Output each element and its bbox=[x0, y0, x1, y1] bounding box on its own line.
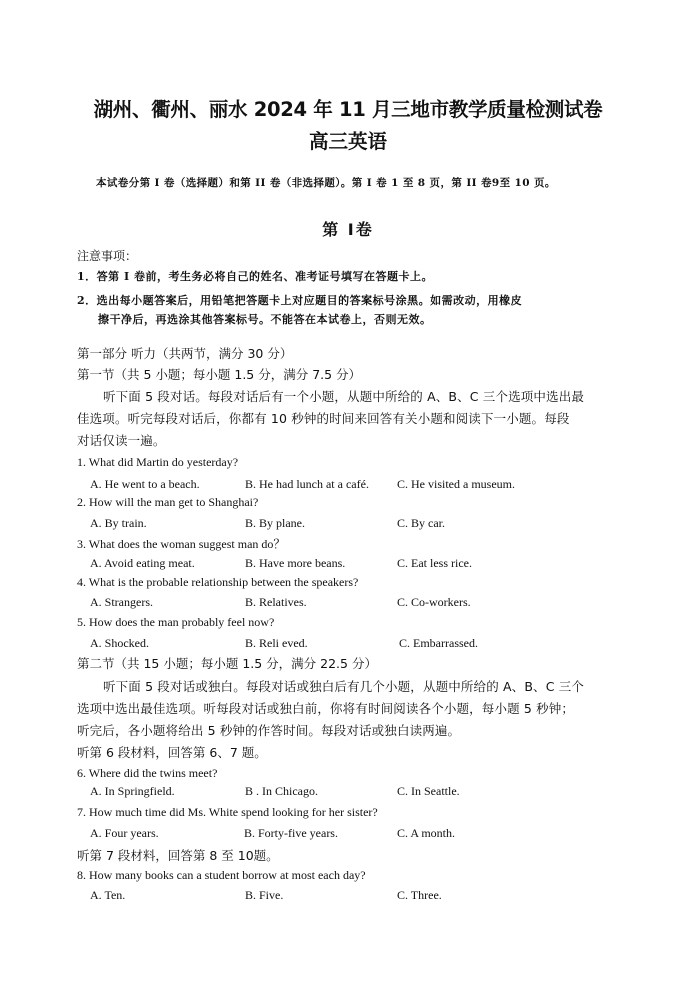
question-6-option-a: A. In Springfield. bbox=[90, 784, 175, 798]
notice-heading: 注意事项： bbox=[77, 249, 138, 263]
question-8-option-c: C. Three. bbox=[397, 888, 442, 902]
question-2-option-a: A. By train. bbox=[90, 516, 147, 530]
question-1-option-a: A. He went to a beach. bbox=[90, 477, 200, 491]
question-7-option-c: C. A month. bbox=[397, 826, 456, 840]
section1-instructions-line-2: 佳选项。听完每段对话后，你都有 10 秒钟的时间来回答有关小题和阅读下一小题。每段 bbox=[77, 411, 570, 426]
question-5-option-a: A. Shocked. bbox=[90, 636, 149, 650]
exam-title: 湖州、衢州、丽水 2024 年 11 月三地市教学质量检测试卷 bbox=[93, 98, 603, 121]
material-6-instruction: 听第 6 段材料，回答第 6、7 题。 bbox=[77, 745, 267, 760]
section2-instructions-line-1: 听下面 5 段对话或独白。每段对话或独白后有几个小题，从题中所给的 A、B、C 三个 bbox=[103, 679, 585, 694]
question-8: 8. How many books can a student borrow at most each day? bbox=[77, 868, 366, 882]
notice-item-2-line-1: 2．选出每小题答案后，用铅笔把答题卡上对应题目的答案标号涂黑。如需改动，用橡皮 bbox=[77, 294, 523, 307]
question-4-option-c: C. Co-workers. bbox=[397, 595, 471, 609]
question-6: 6. Where did the twins meet? bbox=[77, 766, 218, 780]
question-2: 2. How will the man get to Shanghai? bbox=[77, 495, 259, 509]
question-3-option-b: B. Have more beans. bbox=[245, 556, 346, 570]
question-1-option-b: B. He had lunch at a café. bbox=[245, 477, 369, 491]
notice-item-2-line-2: 擦干净后，再选涂其他答案标号。不能答在本试卷上，否则无效。 bbox=[98, 313, 432, 326]
question-2-option-b: B. By plane. bbox=[245, 516, 305, 530]
notice-item-1: 1．答第 I 卷前，考生务必将自己的姓名、准考证号填写在答题卡上。 bbox=[77, 270, 433, 283]
section2-instructions-line-2: 选项中选出最佳选项。听每段对话或独白前，你将有时间阅读各个小题，每小题 5 秒钟； bbox=[77, 701, 575, 716]
section1-instructions-line-1: 听下面 5 段对话。每段对话后有一个小题，从题中所给的 A、B、C 三个选项中选出最 bbox=[103, 389, 585, 404]
question-4-option-b: B. Relatives. bbox=[245, 595, 307, 609]
paper-intro: 本试卷分第 I 卷（选择题）和第 II 卷（非选择题）。第 I 卷 1 至 8 页，第 II 卷9至 10 页。 bbox=[96, 177, 556, 189]
question-1: 1. What did Martin do yesterday? bbox=[77, 455, 239, 469]
question-5-option-c: C. Embarrassed. bbox=[399, 636, 478, 650]
question-5-option-b: B. Reli eved. bbox=[245, 636, 308, 650]
question-4: 4. What is the probable relationship between the speakers? bbox=[77, 575, 359, 589]
question-4-option-a: A. Strangers. bbox=[90, 595, 153, 609]
question-3-option-a: A. Avoid eating meat. bbox=[90, 556, 195, 570]
question-8-option-b: B. Five. bbox=[245, 888, 284, 902]
material-7-instruction: 听第 7 段材料，回答第 8 至 10题。 bbox=[77, 848, 279, 863]
part1-heading: 第一部分 听力（共两节，满分 30 分） bbox=[77, 346, 293, 361]
question-2-option-c: C. By car. bbox=[397, 516, 445, 530]
question-8-option-a: A. Ten. bbox=[90, 888, 126, 902]
question-3: 3. What does the woman suggest man do？ bbox=[77, 537, 286, 551]
volume-title: 第 I卷 bbox=[322, 220, 374, 239]
question-7: 7. How much time did Ms. White spend looking for her sister? bbox=[77, 805, 378, 819]
exam-subject: 高三英语 bbox=[308, 130, 387, 153]
section1-heading: 第一节（共 5 小题；每小题 1.5 分，满分 7.5 分） bbox=[77, 367, 362, 382]
question-6-option-c: C. In Seattle. bbox=[397, 784, 460, 798]
question-7-option-a: A. Four years. bbox=[90, 826, 159, 840]
section2-heading: 第二节（共 15 小题；每小题 1.5 分，满分 22.5 分） bbox=[77, 656, 377, 671]
question-5: 5. How does the man probably feel now? bbox=[77, 615, 275, 629]
section2-instructions-line-3: 听完后，各小题将给出 5 秒钟的作答时间。每段对话或独白读两遍。 bbox=[77, 723, 461, 738]
question-6-option-b: B . In Chicago. bbox=[245, 784, 318, 798]
question-7-option-b: B. Forty-five years. bbox=[244, 826, 338, 840]
question-1-option-c: C. He visited a museum. bbox=[397, 477, 515, 491]
section1-instructions-line-3: 对话仅读一遍。 bbox=[77, 433, 166, 448]
question-3-option-c: C. Eat less rice. bbox=[397, 556, 472, 570]
